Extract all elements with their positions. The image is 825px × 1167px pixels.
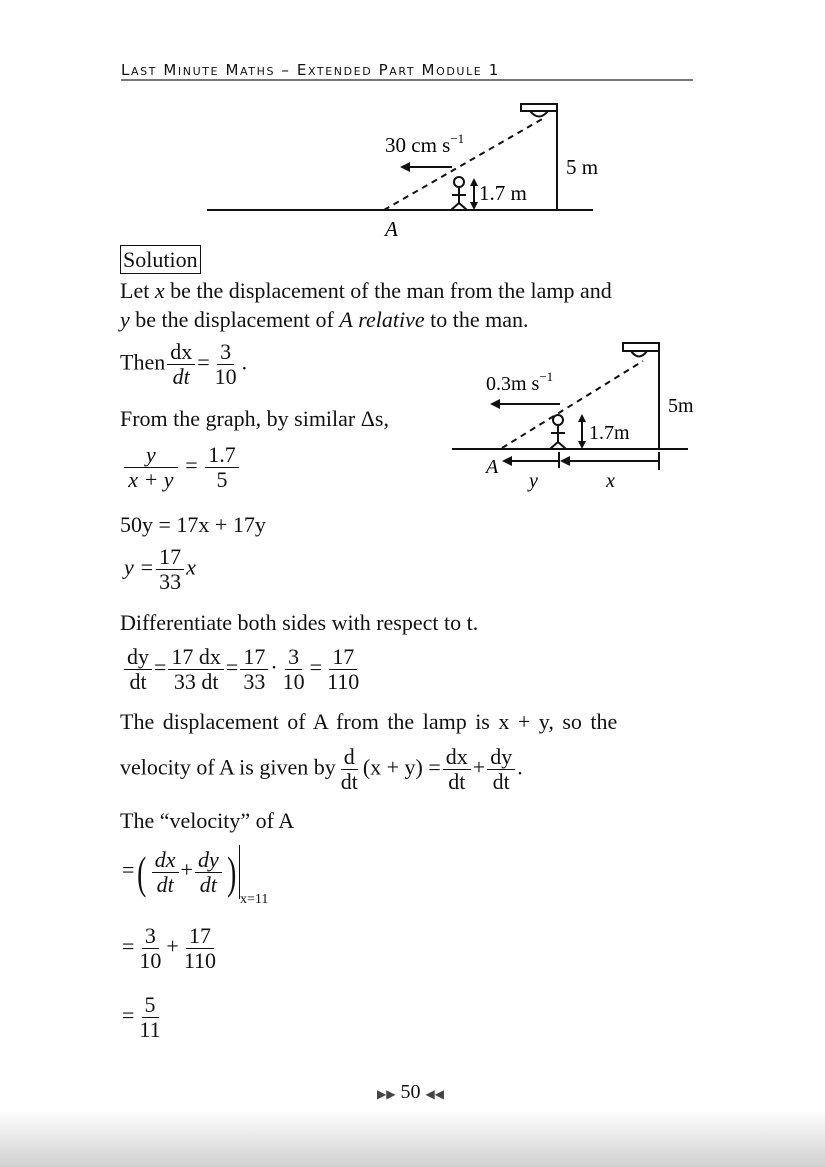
then-equation: Then $\frac{dx}{dt}$ = $\frac{3}{10}$ . — [120, 339, 248, 389]
derivative-equation: $\frac{dy}{dt}$ = $\frac{17 dx}{33 dt}$ = $\frac{17}{33}$ · $\frac{3}{10}$ = $\frac{17}{110}$ — [122, 645, 364, 694]
svg-text:x: x — [606, 470, 615, 492]
man-icon — [550, 415, 566, 449]
svg-text:A: A — [486, 456, 499, 478]
intro-paragraph: Let x be the displacement of the man from the lamp and y be the displacement of A relative to the man. — [120, 278, 612, 332]
arrow-left-icon — [400, 162, 410, 172]
running-header: Last Minute Maths – Extended Part Module 1 — [121, 61, 693, 81]
equation-y: y = $\frac{17}{33}$ x — [124, 544, 196, 594]
displacement-text: The displacement of A from the lamp is x + y, so the — [120, 709, 618, 734]
velocity-expression: =( $\frac{dx}{dt}$ + $\frac{dy}{dt}$ )$_{x=11}$ — [122, 846, 269, 908]
solution-label: Solution — [120, 245, 201, 274]
lamp-icon — [623, 343, 659, 351]
similar-triangles-text: From the graph, by similar Δs, — [120, 406, 389, 431]
point-a-label: A — [385, 217, 398, 241]
velocity-equation: velocity of A is given by $\frac{d}{dt}$ (x + y) = $\frac{dx}{dt}$ + $\frac{dy}{dt}$ . — [120, 744, 523, 794]
page-bottom-shadow — [0, 1110, 825, 1167]
svg-text:0.3m s−1: 0.3m $s^{-1}$ — [486, 369, 554, 395]
lamp-height-label: 5 m — [566, 155, 599, 179]
lamp-icon — [521, 104, 557, 111]
man-height-label: 1.7 m — [479, 181, 527, 205]
svg-text:y: y — [529, 470, 538, 492]
arrow-left-icon — [490, 399, 500, 409]
speed-label: 30 cm $s^{-1}$ — [385, 131, 465, 157]
lamp-diagram-2 — [440, 330, 710, 500]
velocity-of-a-text: The “velocity” of A — [120, 808, 295, 833]
final-answer: = $\frac{5}{11}$ — [122, 992, 161, 1042]
equation-50y: 50y = 17x + 17y — [120, 512, 266, 537]
lamp-diagram-1 — [0, 0, 825, 260]
differentiate-text: Differentiate both sides with respect to t. — [120, 610, 479, 635]
man-icon — [451, 177, 467, 210]
sum-step: = $\frac{3}{10}$ + $\frac{17}{110}$ — [122, 923, 217, 973]
ratio-equation: $\frac{y}{x + y}$ = $\frac{1.7}{5}$ — [122, 443, 241, 492]
page-number: ▶▶ 50 ◀◀ — [377, 1081, 444, 1103]
svg-text:5m: 5m — [668, 395, 694, 417]
svg-text:1.7m: 1.7m — [589, 422, 630, 444]
